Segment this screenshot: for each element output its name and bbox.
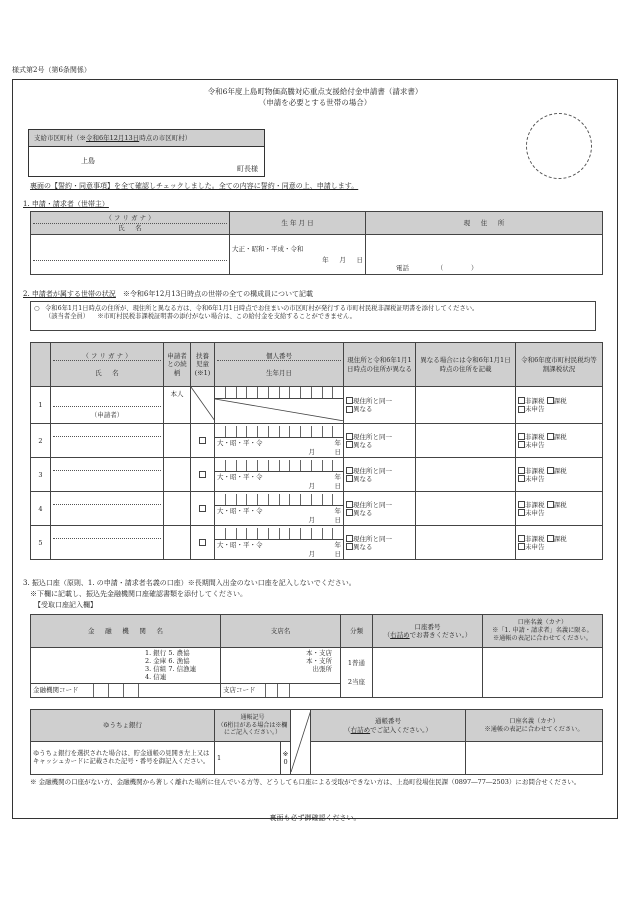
- h-kojin: 個人番号 生年月日: [215, 343, 344, 387]
- section3-note: ※下欄に記載し、振込先金融機関口座確認書類を添付してください。: [30, 590, 247, 598]
- yucho-description: ゆうちょ銀行を選択された場合は、貯金通帳の見開き左上又はキャッシュカードに記載された記号・番号を御記入ください。: [31, 742, 215, 775]
- household-row: 3 大・昭・平・令 年 月 日 現住所と同一 異なる 非課税 課税 未申告: [31, 458, 603, 492]
- h-name: （ フ リ ガ ナ ） 氏 名: [51, 343, 164, 387]
- form-title: 令和6年度上島町物価高騰対応重点支援給付金申請書（請求書）: [207, 87, 423, 96]
- kigo-field[interactable]: 1: [215, 742, 281, 775]
- notice-box: ○ 令和6年1月1日時点の住所が、現住所と異なる方は、令和6年1月1日時点でお住まいの市区町村が発行する市町村民税非課税証明書を添付してください。 （該当者全員） ※市町村民税非課税証明書の添付がない場合は、この給付金を支給することができません。: [30, 301, 596, 331]
- confirm-statement: 裏面の【誓約・同意事項】を全て確認しチェックしました。全ての内容に誓約・同意の上、申請します。: [30, 182, 359, 190]
- name-header: （ フ リ ガ ナ ） 氏 名: [31, 212, 230, 235]
- account-holder-field[interactable]: [483, 648, 603, 698]
- municipality-name: 上島: [81, 157, 95, 165]
- bank-table: 金 融 機 関 名 支店名 分類 口座番号 （右詰めでお書きください。） 口座名義（カナ） ※「1. 申請・請求者」名義に限る。 ※通帳の表記に合わせてください。 1. 銀行 5. 農協 2. 金庫 6. 漁協 3. 信組 7. 信漁連 4. 信連 金融機関コード 本・支店 本・支所 出張所 支店コード 1普通 2当座: [30, 614, 603, 698]
- mayor-label: 町長様: [237, 165, 258, 173]
- section3-sub: 【受取口座記入欄】: [34, 601, 97, 609]
- municipality-header: 支給市区町村（※令和6年12月13日時点の市区町村）: [29, 130, 264, 147]
- h-fuyo: 扶養児童(※1): [191, 343, 215, 387]
- form-subtitle: （申請を必要とする世帯の場合）: [258, 98, 372, 107]
- h-relation: 申請者との続柄: [164, 343, 191, 387]
- form-number: 様式第2号（第6条関係）: [12, 66, 91, 74]
- household-row: 4 大・昭・平・令 年 月 日 現住所と同一 異なる 非課税 課税 未申告: [31, 492, 603, 526]
- yucho-holder-field[interactable]: [466, 742, 603, 775]
- section1-title: 1. 申請・請求者（世帯主）: [23, 200, 109, 208]
- dob-header: 生 年 月 日: [230, 212, 366, 235]
- fuyo-checkbox[interactable]: [199, 437, 206, 444]
- h-same: 現住所と令和6年1月1日時点の住所が異なる: [344, 343, 416, 387]
- footer-note: ※ 金融機関の口座がない方、金融機関から著しく離れた場所に住んでいる方等、どうしても口座による受取ができない方は、上島町役場住民課（0897―77―2503）にお問合せください。: [30, 778, 581, 786]
- municipality-box: [28, 129, 265, 177]
- household-row: 2 大・昭・平・令 年 月 日 現住所と同一 異なる 非課税 課税 未申告: [31, 424, 603, 458]
- h-tax: 令和6年度市町村民税均等割課税状況: [516, 343, 603, 387]
- applicant-dob-field[interactable]: 大正・昭和・平成・令和 年 月 日: [230, 235, 366, 275]
- h-diff: 異なる場合には令和6年1月1日時点の住所を記載: [416, 343, 516, 387]
- slash-icon: [191, 387, 215, 421]
- yucho-table: ゆうちょ銀行 通帳記号 （6桁目がある場合は※欄にご記入ください。） 通帳番号 （右詰めでご記入ください。） 口座名義（カナ） ※通帳の表記に合わせてください。 ゆうちょ銀行を選択された場合は、貯金通帳の見開き左上又はキャッシュカードに記載された記号・番号を御記入ください。 1 ※ 0: [30, 709, 603, 775]
- bank-name-field[interactable]: 1. 銀行 5. 農協 2. 金庫 6. 漁協 3. 信組 7. 信漁連 4. 信連 金融機関コード: [31, 648, 221, 698]
- reception-stamp-area: [526, 113, 592, 179]
- applicant-table: [30, 211, 603, 275]
- account-type-field[interactable]: 1普通 2当座: [341, 648, 373, 698]
- fuyo-checkbox[interactable]: [199, 539, 206, 546]
- bango-field[interactable]: [311, 742, 466, 775]
- back-note: 裏面も必ず御確認ください。: [269, 814, 361, 822]
- household-table: [30, 342, 603, 560]
- household-row: 5 大・昭・平・令 年 月 日 現住所と同一 異なる 非課税 課税 未申告: [31, 526, 603, 560]
- section3-title: 3. 振込口座（原則、1. の申請・請求者名義の口座）※長期間入出金のない口座を記入しないでください。: [23, 579, 356, 587]
- applicant-name-field[interactable]: [31, 235, 230, 275]
- section2-title: 2. 申請者が属する世帯の状況 ※令和6年12月13日時点の世帯の全ての構成員について記載: [23, 290, 314, 298]
- household-row: 1 （申請者） 本人 現住所と同一 異なる 非課税 課税 未申告: [31, 387, 603, 424]
- applicant-address-field[interactable]: 電話 （ ）: [366, 235, 603, 275]
- slash-icon: [215, 399, 344, 421]
- address-header: 現 住 所: [366, 212, 603, 235]
- fuyo-checkbox[interactable]: [199, 505, 206, 512]
- fuyo-checkbox[interactable]: [199, 471, 206, 478]
- slash-icon: [291, 710, 311, 772]
- account-number-field[interactable]: [373, 648, 483, 698]
- branch-name-field[interactable]: 本・支店 本・支所 出張所 支店コード: [221, 648, 341, 698]
